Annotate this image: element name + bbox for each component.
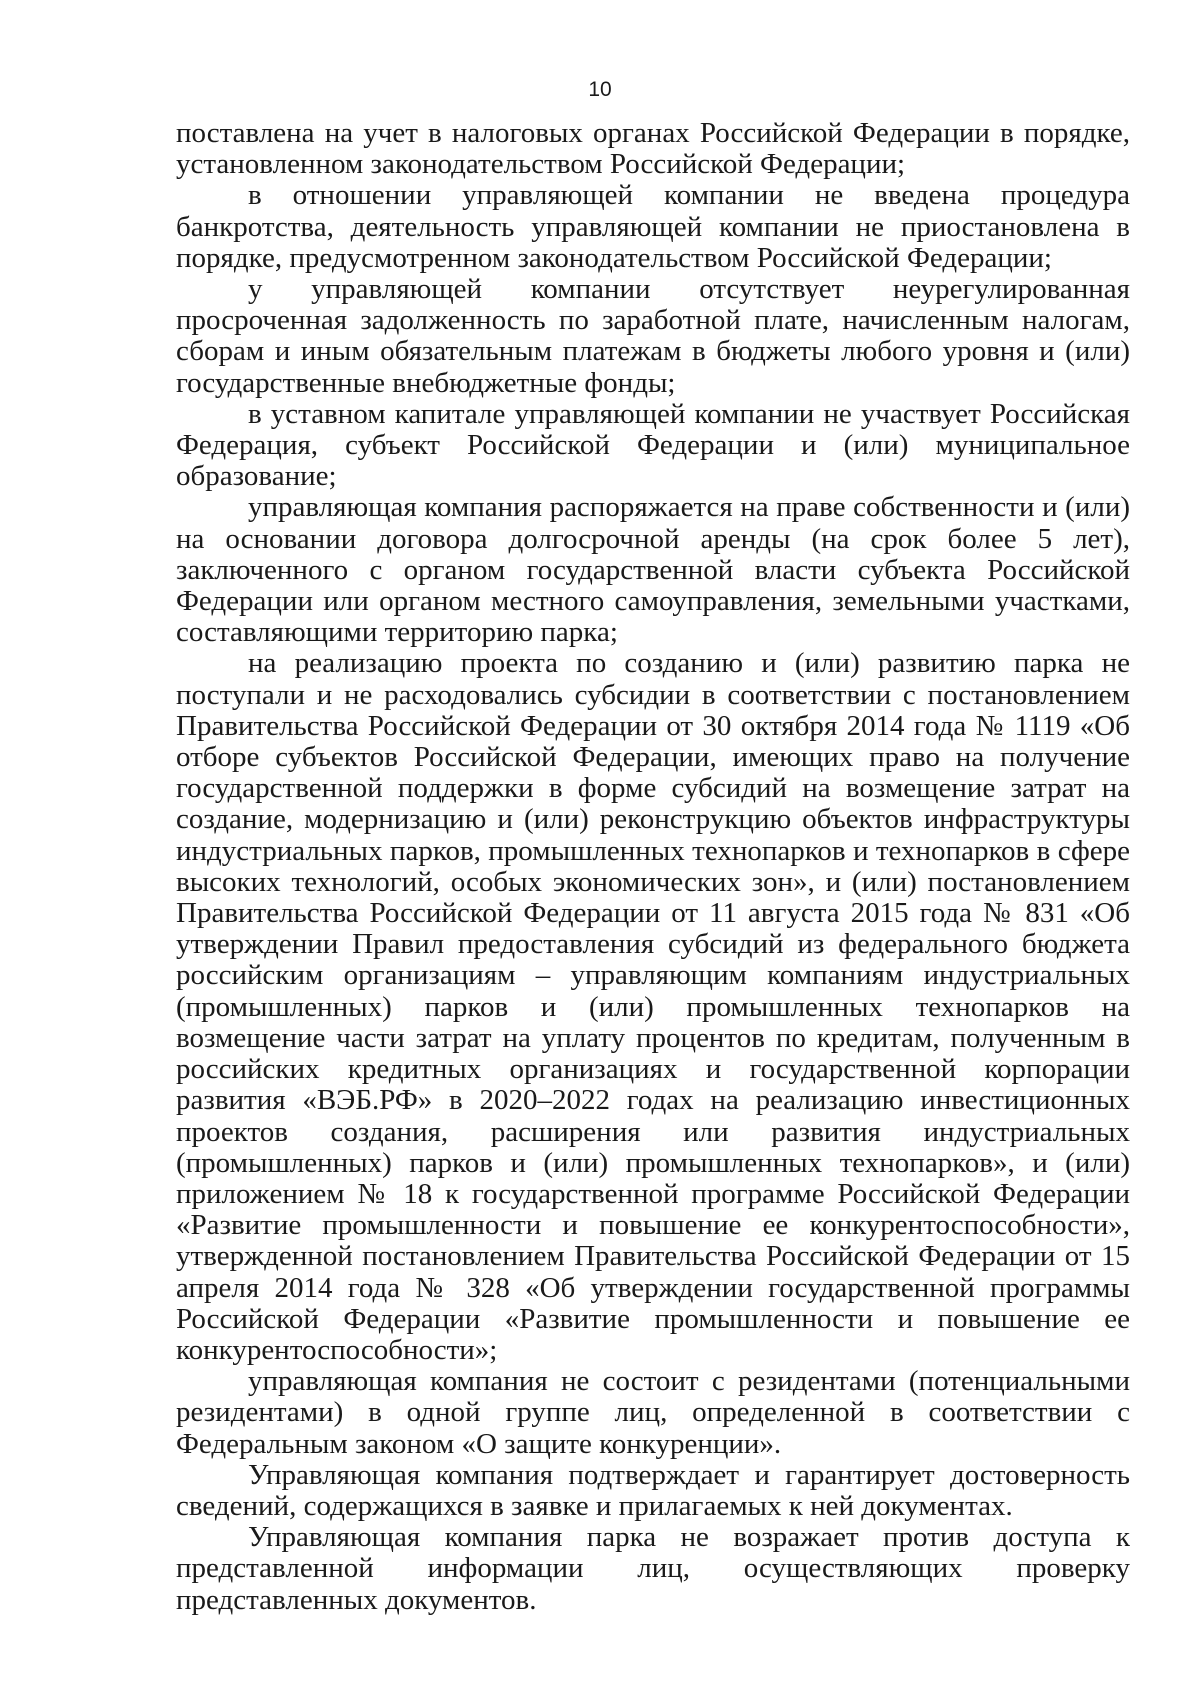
paragraph-no-subsidies: на реализацию проекта по созданию и (или) развитию парка не поступали и не расходовались субсидии в соответствии с постановлением Правительства Российской Федерации от 30 октября 2014 года № 1119 «Об отборе субъектов Российской Федерации, имеющих право на получение государственной поддержки в форме субсидий на возмещение затрат на создание, модернизацию и (или) реконструкцию объектов инфраструктуры индустриальных парков, промышленных технопарков и технопарков в сфере высоких технологий, особых экономических зон», и (или) постановлением Правительства Российской Федерации от 11 августа 2015 года № 831 «Об утверждении Правил предоставления субсидий из федерального бюджета российским организациям – управляющим компаниям индустриальных (промышленных) парков и (или) промышленных технопарков на возмещение части затрат на уплату процентов по кредитам, полученным в российских кредитных организациях и государственной корпорации развития «ВЭБ.РФ» в 2020–2022 годах на реализацию инвестиционных проектов создания, расширения или развития индустриальных (промышленных) парков и (или) промышленных технопарков», и (или) приложением № 18 к государственной программе Российской Федерации «Развитие промышленности и повышение ее конкурентоспособности», утвержденной постановлением Правительства Российской Федерации от 15 апреля 2014 года № 328 «Об утверждении государственной программы Российской Федерации «Развитие промышленности и повышение ее конкурентоспособности»; [176, 647, 1130, 1366]
paragraph-group-of-persons: управляющая компания не состоит с резидентами (потенциальными резидентами) в одной группе лиц, определенной в соответствии с Федеральным законом «О защите конкуренции». [176, 1365, 1130, 1460]
paragraph-confirmation: Управляющая компания подтверждает и гарантирует достоверность сведений, содержащихся в заявке и прилагаемых к ней документах. [176, 1458, 1130, 1522]
paragraph-no-arrears: у управляющей компании отсутствует неурегулированная просроченная задолженность по заработной плате, начисленным налогам, сборам и иным обязательным платежам в бюджеты любого уровня и (или) государственные внебюджетные фонды; [176, 273, 1130, 399]
paragraph-land-ownership: управляющая компания распоряжается на праве собственности и (или) на основании договора долгосрочной аренды (на срок более 5 лет), заключенного с органом государственной власти субъекта Российской Федерации или органом местного самоуправления, земельными участками, составляющими территорию парка; [176, 491, 1130, 649]
paragraph-charter-capital: в уставном капитале управляющей компании не участвует Российская Федерация, субъект Российской Федерации и (или) муниципальное образование; [176, 397, 1130, 493]
page-number: 10 [588, 78, 612, 101]
paragraph-tax-registration: поставлена на учет в налоговых органах Российской Федерации в порядке, установленном законодательством Российской Федерации; [176, 117, 1130, 181]
paragraph-access-consent: Управляющая компания парка не возражает против доступа к представленной информации лиц, осуществляющих проверку представленных документов. [176, 1521, 1130, 1616]
document-body [176, 118, 1130, 1616]
paragraph-no-bankruptcy: в отношении управляющей компании не введена процедура банкротства, деятельность управляющей компании не приостановлена в порядке, предусмотренном законодательством Российской Федерации; [176, 179, 1130, 274]
